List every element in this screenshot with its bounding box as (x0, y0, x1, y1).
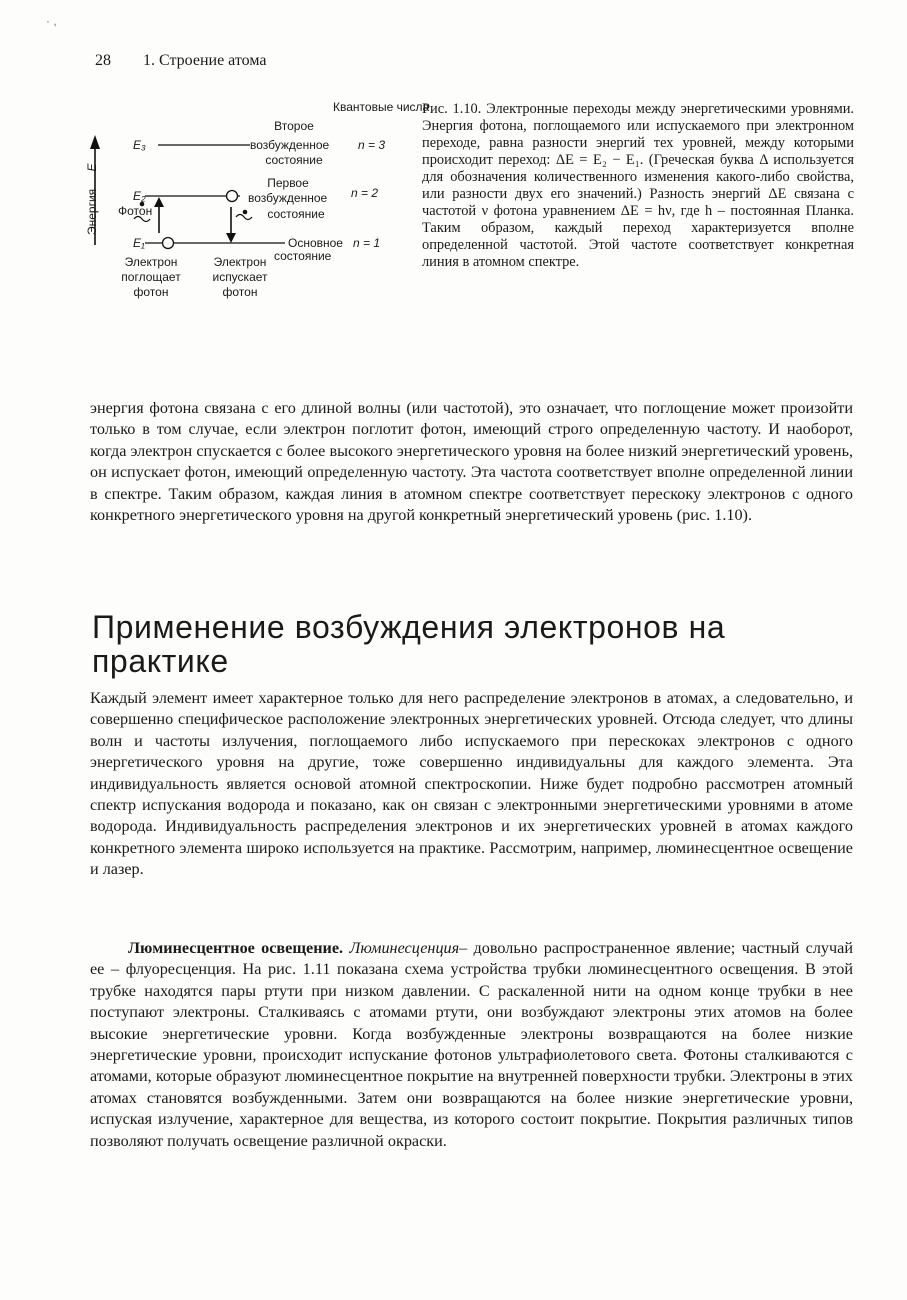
chapter-title: 1. Строение атома (143, 52, 267, 69)
absorb-label-line3: фотон (133, 285, 169, 299)
running-header (95, 52, 266, 70)
paragraph-3 (90, 938, 853, 1152)
level-symbol-e2: E₂ (133, 189, 146, 203)
level-e3-line2: возбужденное (250, 138, 330, 152)
level-e1-line2: состояние (274, 249, 332, 263)
emit-label-line1: Электрон (213, 255, 267, 269)
absorption-arrowhead (154, 197, 164, 207)
level-e2-line1: Первое (267, 176, 309, 190)
term-luminescence: Люминесценция (349, 939, 460, 957)
absorb-label (110, 255, 192, 300)
paragraph-3-text: – довольно распространенное явление; частный случай ее – флуоресценция. На рис. 1.11 показана схема устройства трубки люминесцентного освещения. В этой трубке находятся пары ртути при низком давлении. С раскаленной нити на одном конце трубки в нее поступают электроны. Сталкиваясь с атомами ртути, они возбуждают электроны этих атомов на более высокие энергетические уровни. Когда возбужденные электроны возвращаются на более низкие энергетические уровни, происходит испускание фотонов ультрафиолетового света. Фотоны сталкиваются с атомами, которые образуют люминесцентное покрытие на внутренней поверхности трубки. Электроны в этих атомах становятся возбужденными. Затем они возвращаются на более низкие энергетические уровни, испуская излучение, характерное для вещества, из которого состоит покрытие. Покрытия различных типов позволяют получать освещение различной окраски. (90, 939, 853, 1150)
emit-label (202, 255, 278, 300)
absorb-label-line2: поглощает (121, 270, 181, 284)
level-symbol-e3: E₃ (133, 138, 146, 152)
electron-excited (227, 191, 238, 202)
level-e3-line1: Второе (274, 119, 314, 133)
caption-text: Рис. 1.10. Электронные переходы между энергетическими уровнями. Энергия фотона, поглощаемого или испускаемого при электронном переходе, равна разности энергий тех уровней, между которыми происходит переход: ΔE = E₂ − E₁. (Греческая буква Δ используется для обозначения количественного изменения какого-либо свойства, или разности двух его значений.) Разность энергий ΔE связана с частотой ν фотона уравнением ΔE = hν, где h – постоянная Планка. Таким образом, каждый переход характеризуется вполне определенной частотой. Этой частоте соответствует конкретная линия в атомном спектре. (422, 101, 854, 270)
level-e2-line2: возбужденное (248, 191, 328, 205)
paragraph-1-text: энергия фотона связана с его длиной волны (или частотой), это означает, что поглощение может произойти только в том случае, если электрон поглотит фотон, имеющий строго определенную частоту. И наоборот, когда электрон спускается с более высокого энергетического уровня на более низкий энергетический уровень, он испускает фотон, имеющий определенную частоту. Эта частота соответствует вполне определенной линии в спектре. Таким образом, каждая линия в атомном спектре соответствует перескоку электронов с одного конкретного энергетического уровня на другой конкретный энергетический уровень (рис. 1.10). (90, 399, 853, 525)
absorb-label-line1: Электрон (124, 255, 178, 269)
quantum-n1: n = 1 (353, 236, 381, 250)
electron-ground (163, 238, 174, 249)
quantum-numbers-title: Квантовые числа (333, 100, 430, 114)
energy-axis-arrowhead (90, 135, 100, 149)
emit-label-line2: испускает (212, 270, 268, 284)
photon-label: Фотон (118, 204, 153, 218)
page-number: 28 (95, 52, 111, 69)
corner-mark: · , (46, 14, 57, 28)
level-e2-line3: состояние (267, 207, 325, 221)
paragraph-2-text: Каждый элемент имеет характерное только для него распределение электронов в атомах, а следовательно, и совершенно специфическое расположение электронных энергетических уровней. Отсюда следует, что длины волн и частоты излучения, поглощаемого либо испускаемого при перескоках электронов с одного энергетического уровня на другие, тоже совершенно индивидуальны для каждого элемента. Эта индивидуальность является основой атомной спектроскопии. Ниже будет подробно рассмотрен атомный спектр испускания водорода и показано, как он связан с электронными энергетическими уровнями в атоме водорода. Индивидуальность распределения электронов и их энергетических уровней в атомах каждого конкретного элемента широко используется на практике. Рассмотрим, например, люминесцентное освещение и лазер. (90, 689, 853, 879)
emission-arrowhead (226, 233, 236, 243)
section-heading: Применение возбуждения электронов на практике (92, 609, 726, 679)
quantum-n3: n = 3 (358, 138, 386, 152)
paragraph-1 (90, 398, 853, 526)
level-symbol-e1: E₁ (133, 236, 145, 250)
paragraph-2 (90, 688, 853, 881)
emit-label-line3: фотон (222, 285, 258, 299)
energy-axis-label (86, 163, 99, 235)
energy-axis-text: Энергия (85, 188, 99, 235)
energy-axis-symbol: E (85, 163, 99, 172)
level-e3-line3: состояние (265, 153, 323, 167)
energy-level-diagram (85, 95, 430, 325)
level-e1-line1: Основное (288, 236, 343, 250)
figure-caption (422, 101, 854, 271)
run-in-title: Люминесцентное освещение. (128, 939, 344, 957)
quantum-n2: n = 2 (351, 186, 379, 200)
